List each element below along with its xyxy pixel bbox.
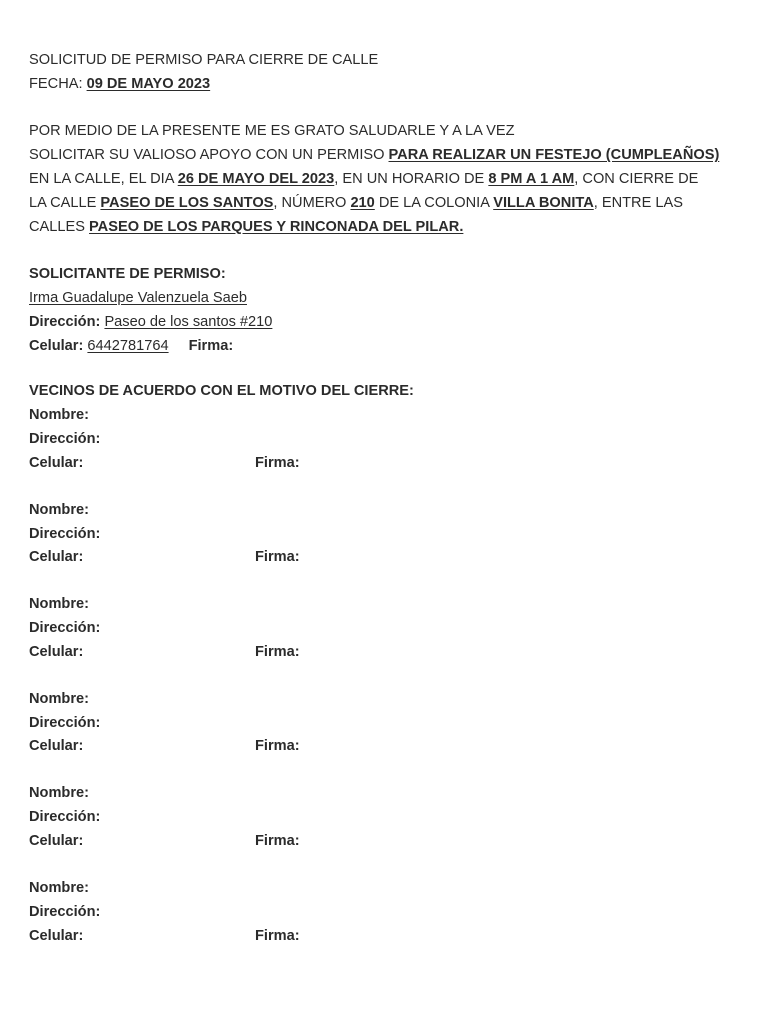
vecino-block bbox=[29, 404, 768, 475]
vecinos-heading: VECINOS DE ACUERDO CON EL MOTIVO DEL CIERRE: bbox=[29, 383, 414, 400]
celular-row bbox=[29, 641, 768, 665]
celular-label: Celular: bbox=[29, 927, 84, 944]
body-line-3 bbox=[29, 168, 768, 192]
body-text: SOLICITAR SU VALIOSO APOYO CON UN PERMISO bbox=[29, 147, 389, 164]
body-text: LA CALLE bbox=[29, 194, 101, 211]
body-line-2 bbox=[29, 144, 768, 168]
direccion-label: Dirección: bbox=[29, 903, 101, 920]
celular-label: Celular: bbox=[29, 643, 84, 660]
solicitante-celular bbox=[29, 335, 768, 359]
cross-streets: PASEO DE LOS PARQUES Y RINCONADA DEL PILAR. bbox=[89, 218, 464, 235]
celular-label: Celular: bbox=[29, 738, 84, 755]
vecino-block bbox=[29, 782, 768, 853]
firma-label: Firma: bbox=[255, 738, 300, 755]
body-line-4 bbox=[29, 192, 768, 216]
fecha-value: 09 DE MAYO 2023 bbox=[86, 75, 211, 92]
celular-row bbox=[29, 546, 768, 570]
body-line-5 bbox=[29, 216, 768, 240]
direccion-label: Dirección: bbox=[29, 714, 101, 731]
celular-label: Celular: bbox=[29, 337, 84, 354]
body-text: , ENTRE LAS bbox=[593, 194, 683, 211]
solicitante-direccion bbox=[29, 311, 768, 335]
event-schedule: 8 PM A 1 AM bbox=[488, 170, 575, 187]
firma-label: Firma: bbox=[255, 927, 300, 944]
celular-row bbox=[29, 735, 768, 759]
fecha-line bbox=[29, 73, 768, 97]
vecino-block bbox=[29, 877, 768, 948]
celular-label: Celular: bbox=[29, 454, 84, 471]
fecha-label: FECHA: bbox=[29, 75, 87, 92]
body-line-1: POR MEDIO DE LA PRESENTE ME ES GRATO SALUDARLE Y A LA VEZ bbox=[29, 123, 515, 140]
direccion-label: Dirección: bbox=[29, 809, 101, 826]
body-text: , CON CIERRE DE bbox=[574, 170, 699, 187]
direccion-value: Paseo de los santos #210 bbox=[104, 313, 273, 330]
celular-label: Celular: bbox=[29, 833, 84, 850]
event-purpose: PARA REALIZAR UN FESTEJO (CUMPLEAÑOS) bbox=[388, 147, 720, 164]
vecino-block bbox=[29, 593, 768, 664]
firma-label: Firma: bbox=[255, 643, 300, 660]
direccion-label: Dirección: bbox=[29, 430, 101, 447]
firma-label: Firma: bbox=[255, 454, 300, 471]
direccion-label: Dirección: bbox=[29, 313, 101, 330]
vecino-block bbox=[29, 688, 768, 759]
solicitante-heading: SOLICITANTE DE PERMISO: bbox=[29, 266, 226, 283]
body-text: EN LA CALLE, EL DIA bbox=[29, 170, 178, 187]
celular-row bbox=[29, 830, 768, 854]
vecino-block bbox=[29, 499, 768, 570]
document-title: SOLICITUD DE PERMISO PARA CIERRE DE CALLE bbox=[29, 52, 379, 68]
celular-row bbox=[29, 925, 768, 949]
nombre-label: Nombre: bbox=[29, 690, 89, 707]
celular-label: Celular: bbox=[29, 549, 84, 566]
body-text: , NÚMERO bbox=[273, 194, 351, 211]
body-text: DE LA COLONIA bbox=[374, 194, 494, 211]
nombre-label: Nombre: bbox=[29, 785, 89, 802]
body-text: CALLES bbox=[29, 218, 90, 235]
body-text: , EN UN HORARIO DE bbox=[334, 170, 489, 187]
solicitante-name: Irma Guadalupe Valenzuela Saeb bbox=[29, 289, 247, 306]
celular-value: 6442781764 bbox=[87, 337, 169, 354]
nombre-label: Nombre: bbox=[29, 880, 89, 897]
nombre-label: Nombre: bbox=[29, 596, 89, 613]
celular-row bbox=[29, 452, 768, 476]
nombre-label: Nombre: bbox=[29, 501, 89, 518]
street-number: 210 bbox=[350, 194, 375, 211]
direccion-label: Dirección: bbox=[29, 525, 101, 542]
direccion-label: Dirección: bbox=[29, 620, 101, 637]
firma-label: Firma: bbox=[255, 549, 300, 566]
firma-label: Firma: bbox=[255, 833, 300, 850]
firma-label: Firma: bbox=[188, 337, 234, 354]
street-name: PASEO DE LOS SANTOS bbox=[100, 194, 274, 211]
colonia-name: VILLA BONITA bbox=[493, 194, 594, 211]
event-date: 26 DE MAYO DEL 2023 bbox=[177, 170, 335, 187]
nombre-label: Nombre: bbox=[29, 407, 89, 424]
